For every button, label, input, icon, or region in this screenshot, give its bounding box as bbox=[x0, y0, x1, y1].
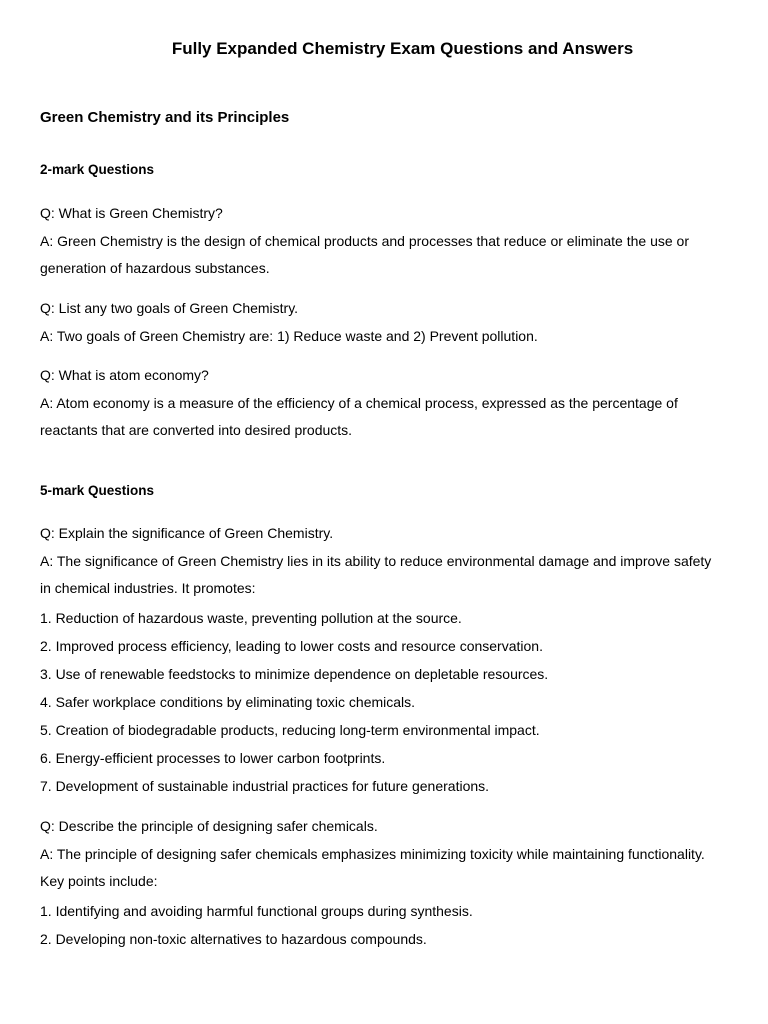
list-item: 1. Reduction of hazardous waste, preventing pollution at the source. bbox=[40, 610, 462, 626]
list-item: 2. Improved process efficiency, leading to lower costs and resource conservation. bbox=[40, 638, 543, 654]
list-item: 1. Identifying and avoiding harmful functional groups during synthesis. bbox=[40, 903, 473, 919]
list-item: 6. Energy-efficient processes to lower carbon footprints. bbox=[40, 750, 386, 766]
question-text: Q: What is atom economy? bbox=[40, 367, 209, 383]
list-item: 3. Use of renewable feedstocks to minimize dependence on depletable resources. bbox=[40, 666, 549, 682]
answer-text: reactants that are converted into desired products. bbox=[40, 422, 353, 438]
answer-text: A: Two goals of Green Chemistry are: 1) Reduce waste and 2) Prevent pollution. bbox=[40, 328, 538, 344]
answer-text: Key points include: bbox=[40, 873, 158, 889]
list-item: 5. Creation of biodegradable products, reducing long-term environmental impact. bbox=[40, 722, 540, 738]
answer-text: A: The significance of Green Chemistry lies in its ability to reduce environmental damage and improve safety bbox=[40, 553, 712, 569]
answer-text: A: Atom economy is a measure of the efficiency of a chemical process, expressed as the percentage of bbox=[40, 395, 678, 411]
answer-text: in chemical industries. It promotes: bbox=[40, 580, 256, 596]
question-text: Q: List any two goals of Green Chemistry. bbox=[40, 300, 299, 316]
answer-text: A: The principle of designing safer chemicals emphasizes minimizing toxicity while maintaining functionality. bbox=[40, 846, 705, 862]
question-text: Q: Describe the principle of designing safer chemicals. bbox=[40, 818, 378, 834]
question-text: Q: Explain the significance of Green Chemistry. bbox=[40, 525, 334, 541]
two-mark-heading: 2-mark Questions bbox=[40, 162, 155, 177]
answer-text: generation of hazardous substances. bbox=[40, 260, 270, 276]
list-item: 2. Developing non-toxic alternatives to hazardous compounds. bbox=[40, 931, 427, 947]
five-mark-heading: 5-mark Questions bbox=[40, 483, 155, 498]
page-title: Fully Expanded Chemistry Exam Questions and Answers bbox=[171, 39, 634, 58]
answer-text: A: Green Chemistry is the design of chemical products and processes that reduce or eliminate the use or bbox=[40, 233, 689, 249]
section-heading: Green Chemistry and its Principles bbox=[40, 109, 290, 126]
list-item: 7. Development of sustainable industrial practices for future generations. bbox=[40, 778, 490, 794]
list-item: 4. Safer workplace conditions by eliminating toxic chemicals. bbox=[40, 694, 416, 710]
question-text: Q: What is Green Chemistry? bbox=[40, 205, 223, 221]
